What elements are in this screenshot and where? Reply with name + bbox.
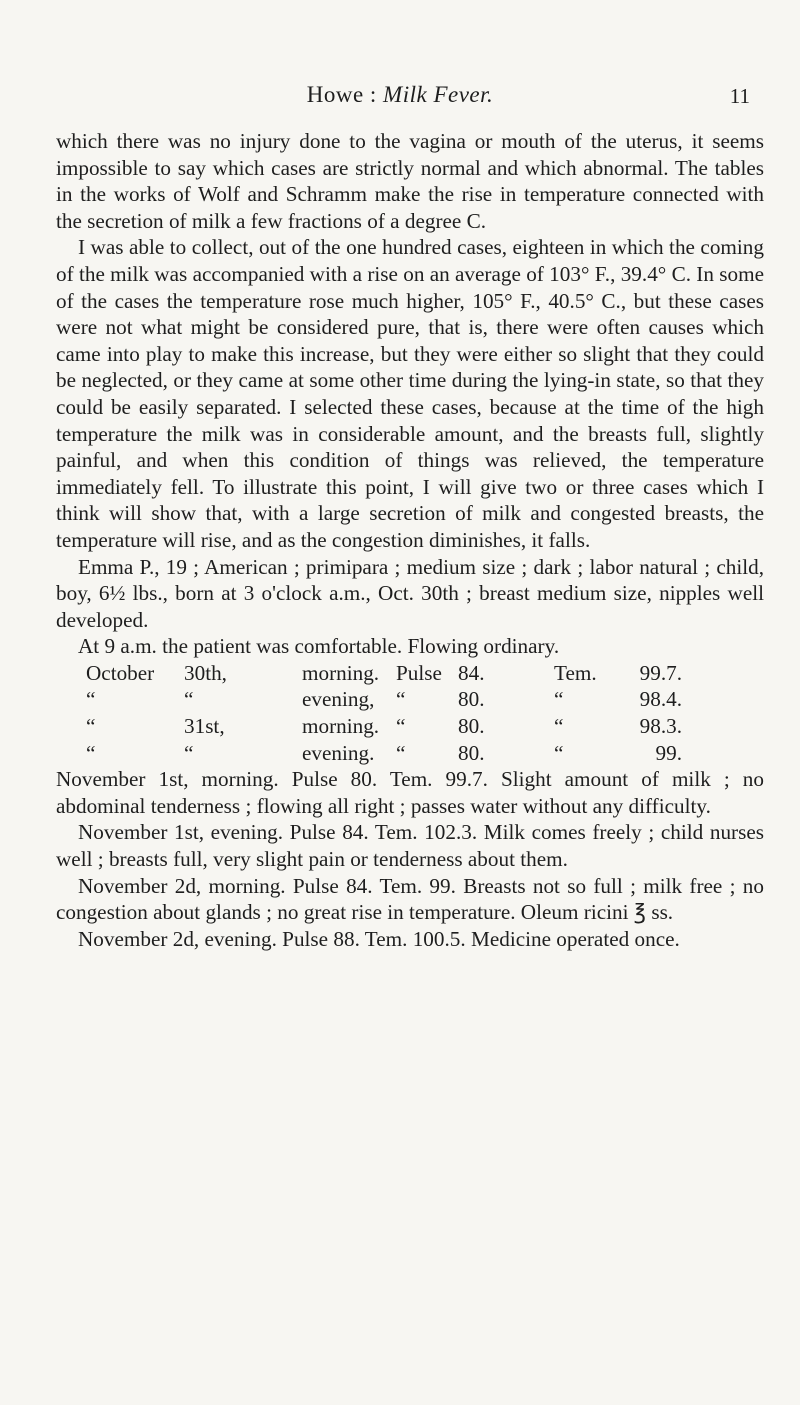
paragraph: November 1st, evening. Pulse 84. Tem. 102.3. Milk comes freely ; child nurses well ; breasts full, very slight pain or tenderness about them. (56, 820, 764, 872)
month-cell (86, 713, 184, 740)
article-title: Milk Fever. (383, 82, 494, 107)
pulse-value: 80. (458, 687, 485, 712)
pulse-ditto: “ (396, 714, 406, 739)
month-cell (86, 740, 184, 767)
paragraph: which there was no injury done to the vagina or mouth of the uterus, it seems impossible to say which cases are strictly normal and which abnormal. The tables in the works of Wolf and Schramm make the rise in temperature connected with the secretion of milk a few fractions of a degree C. (56, 129, 764, 233)
pulse-value: 84. (458, 660, 485, 685)
month-cell (86, 686, 184, 713)
tem-ditto: “ (554, 740, 564, 765)
ditto-mark: “ (86, 740, 96, 765)
day-cell: 31st, (184, 714, 225, 739)
tem-ditto: “ (554, 714, 564, 739)
page-number: 11 (729, 84, 750, 108)
table-row (86, 660, 764, 687)
time-cell: evening. (302, 740, 375, 765)
pulse-label: Pulse (396, 660, 442, 685)
ditto-mark: “ (184, 687, 194, 712)
day-cell (184, 686, 302, 713)
tem-value: 98.3. (639, 714, 682, 739)
tem-value: 99.7. (639, 660, 682, 685)
running-title (0, 82, 800, 108)
tem-value: 99. (655, 740, 682, 765)
month-cell: October (86, 660, 155, 685)
table-row (86, 740, 764, 767)
table-row (86, 686, 764, 713)
table-row (86, 713, 764, 740)
vitals-table (86, 660, 764, 766)
day-cell (184, 740, 302, 767)
paragraph: November 1st, morning. Pulse 80. Tem. 99.7. Slight amount of milk ; no abdominal tenderness ; flowing all right ; passes water without any difficulty. (56, 767, 764, 818)
ditto-mark: “ (86, 687, 96, 712)
body-text (56, 128, 764, 952)
ditto-mark: “ (184, 740, 194, 765)
day-cell: 30th, (184, 660, 227, 685)
tem-label: Tem. (554, 660, 597, 685)
time-cell: morning. (302, 660, 380, 685)
paragraph: November 2d, morning. Pulse 84. Tem. 99. Breasts not so full ; milk free ; no congestion about glands ; no great rise in temperature. Oleum ricini ℥ ss. (56, 873, 764, 925)
running-head (0, 82, 800, 116)
paragraph: November 2d, evening. Pulse 88. Tem. 100.5. Medicine operated once. (78, 926, 680, 951)
tem-ditto: “ (554, 687, 564, 712)
tem-value: 98.4. (639, 687, 682, 712)
author-name: Howe : (306, 82, 377, 107)
time-cell: evening, (302, 687, 375, 712)
ditto-mark: “ (86, 714, 96, 739)
paragraph: I was able to collect, out of the one hundred cases, eighteen in which the coming of the milk was accompanied with a rise on an average of 103° F., 39.4° C. In some of the cases the temperature rose much higher, 105° F., 40.5° C., but these cases were not what might be considered pure, that is, there were often causes which came into play to make this increase, but they were either so slight that they could be neglected, or they came at some other time during the lying-in state, so that they could be easily separated. I selected these cases, because at the time of the high temperature the milk was in considerable amount, and the breasts full, slightly painful, and when this condition of things was relieved, the temperature immediately fell. To illustrate this point, I will give two or three cases which I think will show that, with a large secretion of milk and congested breasts, the temperature will rise, and as the congestion diminishes, it falls. (56, 235, 764, 552)
paragraph: At 9 a.m. the patient was comfortable. Flowing ordinary. (78, 634, 560, 659)
pulse-value: 80. (458, 740, 485, 765)
case-intro: Emma P., 19 ; American ; primipara ; medium size ; dark ; labor natural ; child, boy, 6½ lbs., born at 3 o'clock a.m., Oct. 30th ; breast medium size, nipples well developed. (56, 554, 764, 632)
pulse-value: 80. (458, 714, 485, 739)
time-cell: morning. (302, 714, 380, 739)
pulse-ditto: “ (396, 687, 406, 712)
pulse-ditto: “ (396, 740, 406, 765)
